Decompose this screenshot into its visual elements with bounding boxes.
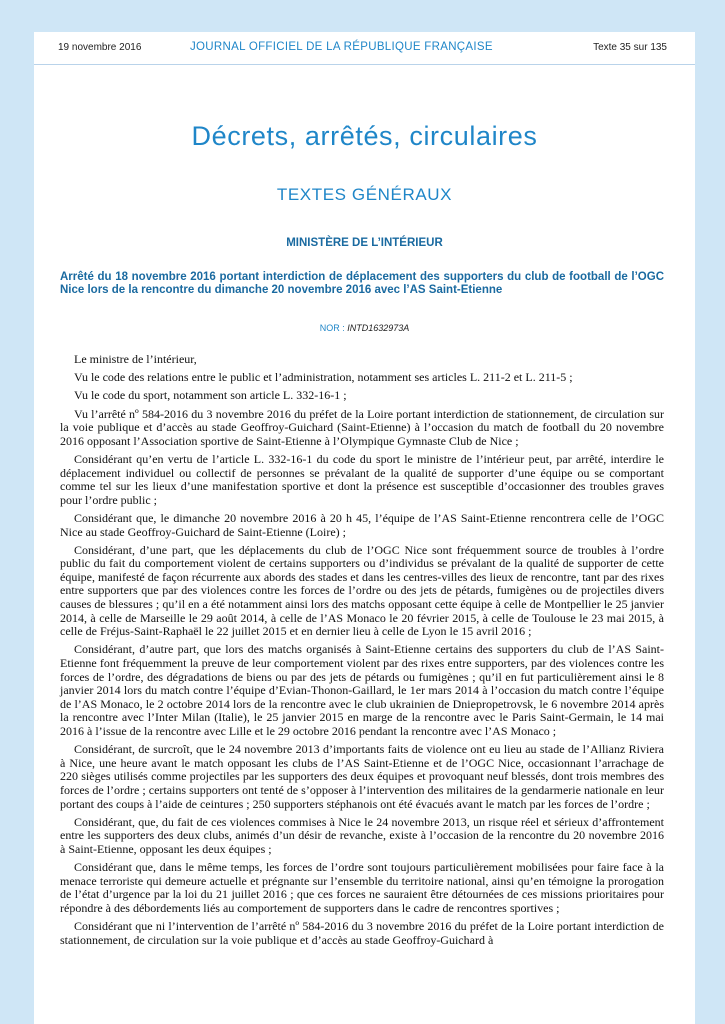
paragraph: Considérant, d’autre part, que lors des matchs organisés à Saint-Etienne certains des supporters du club de l’AS Saint-Etienne font fréquemment la preuve de leur comportement violent par des rixes entre supporters, par des violences contre les forces de l’ordre, des dégradations de biens ou par des jets de pétards ou fumigènes ; qu’il en fut particulièrement ainsi le 8 janvier 2014 lors du match contre l’équipe d’Evian-Thonon-Gaillard, le 1er mars 2014 à l’occasion du match contre l’équipe de l’AS Monaco, le 2 octobre 2014 lors de la rencontre avec le club ukrainien de Dniepropetrovsk, le 6 novembre 2014 après la rencontre avec l’Inter Milan (Italie), le 25 janvier 2015 en marge de la rencontre avec le Paris Saint-Germain, le 14 mai 2016 à l’issue de la rencontre avec Lille et le 29 octobre 2016 pendant la rencontre avec l’AS Monaco ; <box>60 642 664 738</box>
paragraph: Considérant, de surcroît, que le 24 novembre 2013 d’importants faits de violence ont eu lieu au stade de l’Allianz Riviera à Nice, une heure avant le match opposant les clubs de l’AS Saint-Etienne et de l’OGC Nice, occasionnant l’arrachage de 220 sièges utilisés comme projectiles par les supporters des deux équipes et provoquant neuf blessés, dont trois membres des forces de l’ordre ; certains supporters ont tenté de s’opposer à l’intervention des militaires de la gendarmerie nationale en leur portant des coups à l’aide de ceintures ; 250 supporters stéphanois ont été évacués avant le match par les forces de l’ordre ; <box>60 742 664 811</box>
paragraph: Vu le code du sport, notamment son article L. 332-16-1 ; <box>74 388 347 403</box>
ministry-heading: MINISTÈRE DE L’INTÉRIEUR <box>286 237 443 249</box>
nor-reference <box>34 323 695 333</box>
subsection-title: TEXTES GÉNÉRAUX <box>276 185 453 204</box>
body-text <box>60 353 664 952</box>
paragraph: Considérant, que, du fait de ces violences commises à Nice le 24 novembre 2013, un risque réel et sérieux d’affrontement entre les supporters des deux clubs, animés d’un désir de revanche, existe à l’occasion de la rencontre du 20 novembre 2016 à Saint-Etienne, opposant les deux équipes ; <box>60 814 664 856</box>
paragraph: Considérant, d’une part, que les déplacements du club de l’OGC Nice sont fréquemment source de troubles à l’ordre public du fait du comportement violent de certains supporters ou d’individus se prévalant de la qualité de supporter de cette équipe, manifesté de façon récurrente aux abords des stades et dans les centres-villes des lieux de rencontre, tant par des rixes entre supporters que par des violences contre les forces de l’ordre ou des jets de pétards, fumigènes ou de projectiles divers causes de blessures ; qu’il en a été notamment ainsi lors des matchs opposant cette équipe à celle de Montpellier le 25 janvier 2014, à celle de Marseille le 29 août 2014, à celle de l’AS Monaco le 20 février 2015, à celle de Toulouse le 23 mai 2015, à celle de Fréjus-Saint-Raphaël le 22 juillet 2015 et en dernier lieu à celle de Lyon le 15 avril 2016 ; <box>60 542 664 639</box>
paragraph: Considérant qu’en vertu de l’article L. 332-16-1 du code du sport le ministre de l’intérieur peut, par arrêté, interdire le déplacement individuel ou collectif de personnes se prévalant de la qualité de supporter d’une équipe ou se comportant comme tel sur les lieux d’une manifestation sportive et dont la présence est susceptible d’occasionner des troubles graves pour l’ordre public ; <box>60 451 664 507</box>
paragraph: Considérant que, le dimanche 20 novembre 2016 à 20 h 45, l’équipe de l’AS Saint-Etienne rencontrera celle de l’OGC Nice au stade Geoffroy-Guichard de Saint-Etienne (Loire) ; <box>60 510 664 539</box>
paragraph: Considérant que ni l’intervention de l’arrêté nº 584-2016 du 3 novembre 2016 du préfet de la Loire portant interdiction de stationnement, de circulation sur la voie publique et d’accès au stade Geoffroy-Guichard à <box>60 919 664 947</box>
text-number: Texte 35 sur 135 <box>593 42 667 53</box>
paragraph: Considérant que, dans le même temps, les forces de l’ordre sont toujours particulièrement mobilisées pour faire face à la menace terroriste qui demeure actuelle et prégnante sur l’ensemble du territoire national, ainsi qu’en témoigne la prorogation de l’état d’urgence par la loi du 21 juillet 2016 ; que ces forces ne sauraient être détournées de ces missions prioritaires pour répondre à des débordements liés au comportement de supporters dans le cadre de rencontres sportives ; <box>60 860 664 915</box>
nor-label: NOR : <box>319 323 348 333</box>
page-header <box>34 32 695 65</box>
journal-title: JOURNAL OFFICIEL DE LA RÉPUBLIQUE FRANÇAISE <box>190 41 493 53</box>
document-page <box>34 32 695 1024</box>
paragraph: Vu le code des relations entre le public et l’administration, notamment ses articles L. 211-2 et L. 211-5 ; <box>74 370 573 385</box>
nor-code: INTD1632973A <box>347 323 410 333</box>
act-title: Arrêté du 18 novembre 2016 portant interdiction de déplacement des supporters du club de football de l’OGC Nice lors de la rencontre du dimanche 20 novembre 2016 avec l’AS Saint-Etienne <box>60 271 664 296</box>
section-title: Décrets, arrêtés, circulaires <box>191 121 538 151</box>
header-date: 19 novembre 2016 <box>58 42 142 53</box>
paragraph: Le ministre de l’intérieur, <box>74 352 197 366</box>
paragraph: Vu l’arrêté nº 584-2016 du 3 novembre 2016 du préfet de la Loire portant interdiction de stationnement, de circulation sur la voie publique et d’accès au stade Geoffroy-Guichard (Saint-Etienne) à l’occasion du match de football du 20 novembre 2016 opposant l’Association sportive de Saint-Etienne à l’Olympique Gymnaste Club de Nice ; <box>60 406 664 448</box>
